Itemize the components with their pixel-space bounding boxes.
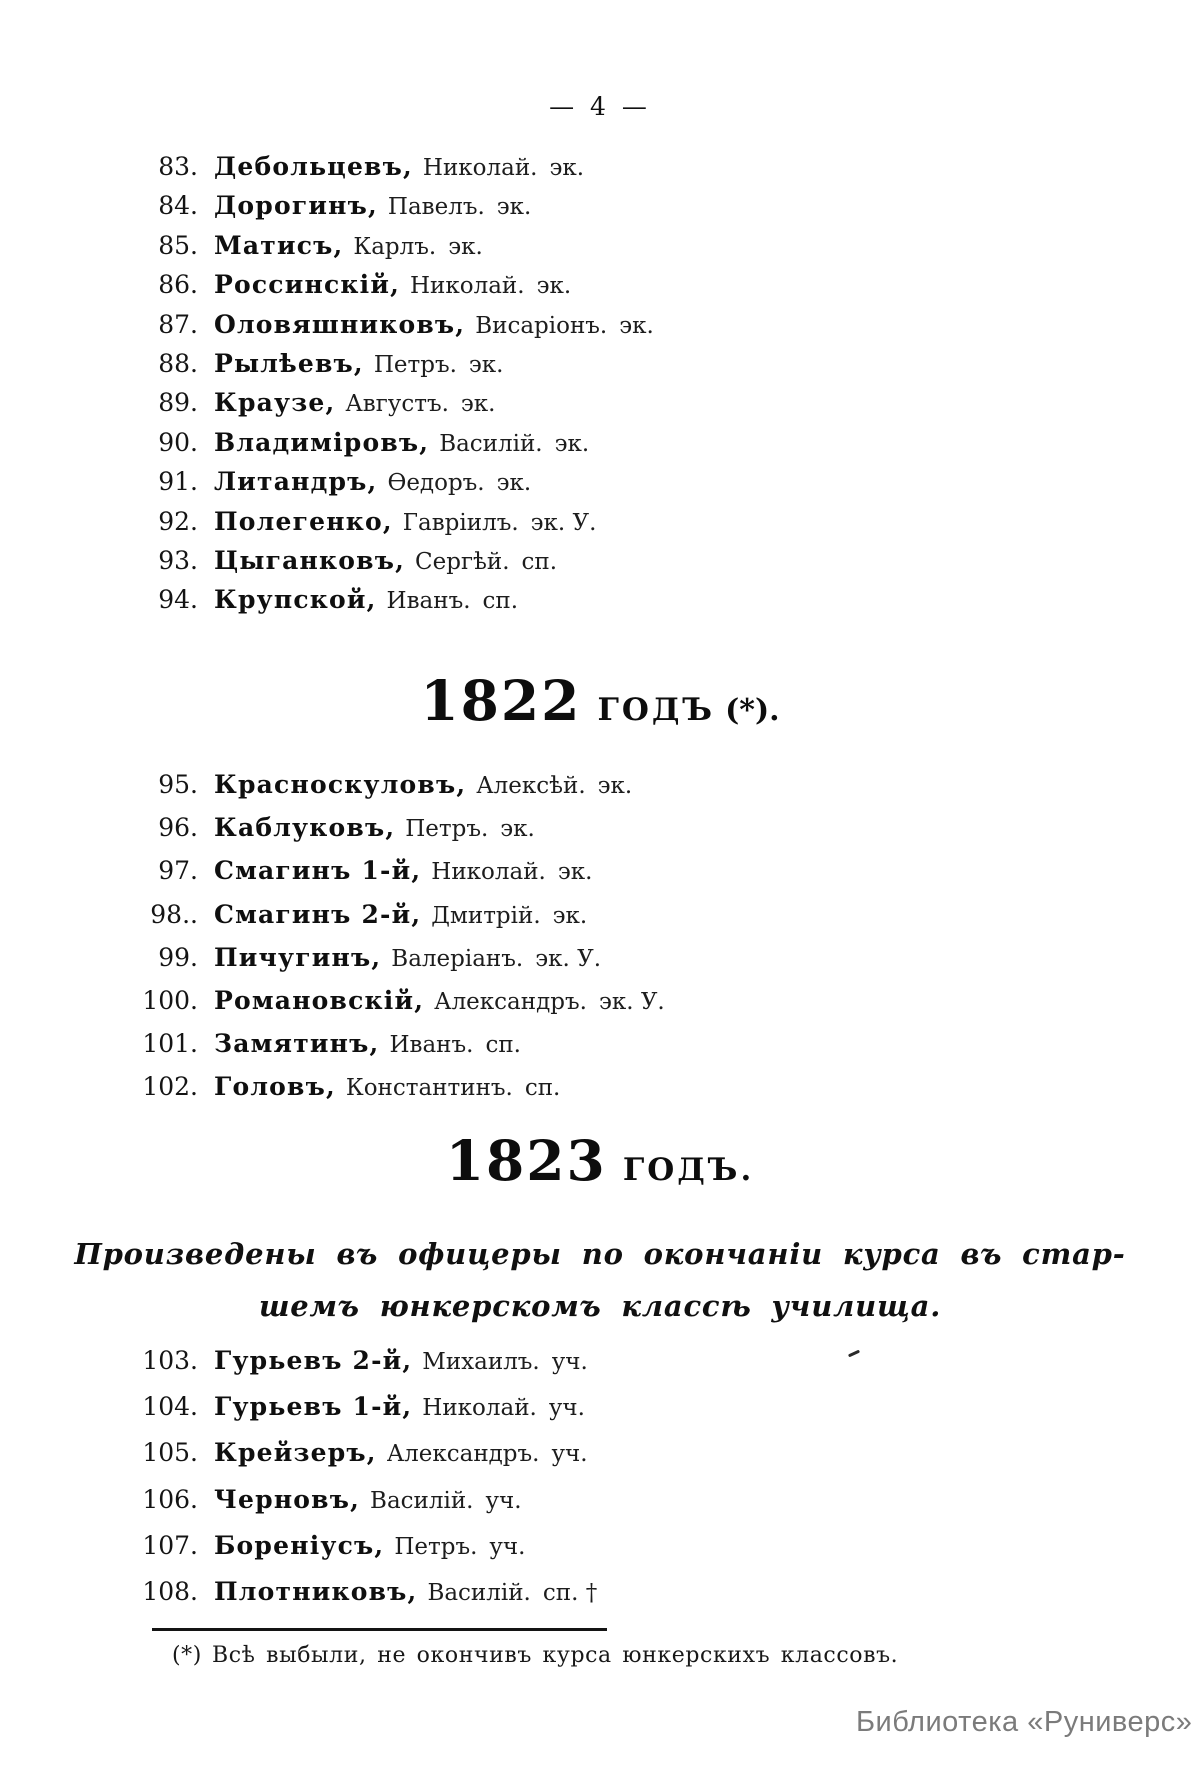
entry-status: эк.: [554, 430, 590, 457]
year-number: 1822: [420, 668, 582, 733]
entry-status: сп.: [521, 548, 558, 575]
entry-given-name: Августъ.: [345, 391, 449, 418]
entry-status: эк.: [549, 155, 585, 181]
entry-number: 85.: [158, 230, 198, 260]
library-watermark: Библиотека «Руниверс»: [856, 1706, 1193, 1738]
roster-1823: [110, 1346, 597, 1623]
entry-number: 88.: [158, 348, 198, 378]
roster-entry: [110, 388, 654, 427]
roster-entry: [110, 813, 665, 856]
roster-entry: [110, 231, 654, 270]
footnote-divider: [152, 1628, 607, 1631]
entry-surname: Смагинъ 2-й,: [214, 899, 422, 929]
entry-status: эк.: [496, 470, 532, 497]
entry-given-name: Николай.: [409, 273, 525, 300]
entry-number: 94.: [158, 585, 198, 615]
entry-surname: Бореніусъ,: [214, 1530, 385, 1560]
entry-surname: Цыганковъ,: [214, 545, 406, 575]
footnote-text: Всѣ выбыли, не окончивъ курса юнкерскихъ классовъ.: [211, 1643, 899, 1668]
entry-given-name: Иванъ.: [389, 1032, 474, 1059]
entry-number: 84.: [158, 191, 198, 221]
entry-given-name: Михаилъ.: [422, 1349, 540, 1375]
entry-status: эк.: [552, 902, 588, 929]
entry-given-name: Валеріанъ.: [391, 945, 524, 972]
entry-given-name: Николай.: [422, 1395, 537, 1422]
entry-number: 99.: [158, 942, 198, 972]
entry-surname: Плотниковъ,: [214, 1576, 418, 1606]
section-subheading: [0, 1228, 1200, 1332]
entry-number: 87.: [158, 309, 198, 339]
entry-status: эк. У.: [530, 509, 597, 536]
entry-status: эк.: [460, 391, 496, 418]
entry-given-name: Константинъ.: [345, 1075, 513, 1102]
roster-entry: [110, 856, 665, 899]
roster-entry: [110, 986, 665, 1029]
entry-number: 103.: [142, 1346, 198, 1375]
entry-status: эк.: [496, 194, 532, 221]
entry-surname: Россинскій,: [214, 270, 400, 300]
entry-given-name: Василій.: [439, 430, 543, 457]
page-number: — 4 —: [549, 92, 651, 121]
entry-status: уч.: [551, 1441, 588, 1468]
footnote: [172, 1643, 898, 1668]
entry-given-name: Николай.: [422, 155, 538, 181]
roster-entry: [110, 900, 665, 943]
entry-given-name: Николай.: [431, 859, 546, 886]
roster-entry: [110, 585, 654, 624]
year-heading-1822: [0, 668, 1200, 733]
year-word: ГОДЪ.: [622, 1152, 755, 1188]
entry-surname: Литандръ,: [214, 467, 378, 497]
entry-number: 97.: [158, 856, 198, 886]
roster-top: [110, 152, 654, 625]
entry-surname: Замятинъ,: [214, 1029, 380, 1059]
entry-given-name: Карлъ.: [353, 233, 437, 260]
entry-number: 86.: [158, 270, 198, 300]
year-word: ГОДЪ: [597, 692, 716, 728]
entry-status: сп.: [524, 1075, 561, 1102]
entry-number: 108.: [142, 1576, 198, 1606]
roster-entry: [110, 270, 654, 309]
entry-number: 106.: [142, 1484, 198, 1514]
roster-entry: [110, 1072, 665, 1115]
entry-given-name: Сергѣй.: [415, 548, 510, 575]
entry-number: 98..: [150, 899, 198, 929]
entry-number: 100.: [142, 985, 198, 1015]
entry-number: 90.: [158, 427, 198, 457]
roster-entry: [110, 507, 654, 546]
roster-entry: [110, 467, 654, 506]
entry-status: эк.: [468, 351, 504, 378]
roster-entry: [110, 1485, 597, 1531]
entry-status: эк.: [448, 233, 483, 260]
entry-given-name: Гавріилъ.: [402, 509, 519, 536]
entry-surname: Каблуковъ,: [214, 813, 396, 843]
roster-entry: [110, 1438, 597, 1484]
roster-entry: [110, 191, 654, 230]
entry-number: 107.: [142, 1530, 198, 1560]
entry-status: уч.: [485, 1487, 522, 1514]
entry-number: 95.: [158, 770, 198, 799]
roster-entry: [110, 546, 654, 585]
entry-given-name: Ѳедоръ.: [387, 470, 485, 497]
entry-status: сп.: [482, 588, 519, 615]
entry-surname: Полегенко,: [214, 506, 393, 536]
entry-number: 92.: [158, 506, 198, 536]
stray-mark: [848, 1350, 860, 1358]
entry-surname: Головъ,: [214, 1072, 336, 1102]
entry-surname: Гурьевъ 2-й,: [214, 1346, 413, 1375]
entry-surname: Владиміровъ,: [214, 427, 430, 457]
entry-status: эк.: [500, 816, 535, 843]
roster-entry: [110, 1531, 597, 1577]
entry-number: 101.: [142, 1029, 198, 1059]
entry-number: 93.: [158, 545, 198, 575]
entry-status: эк. У.: [598, 988, 665, 1015]
entry-surname: Дебольцевъ,: [214, 152, 413, 181]
entry-status: эк.: [557, 859, 593, 886]
roster-entry: [110, 349, 654, 388]
entry-status: эк.: [619, 312, 654, 339]
entry-given-name: Петръ.: [373, 351, 457, 378]
entry-given-name: Дмитрій.: [431, 902, 541, 929]
entry-given-name: Алексѣй.: [476, 773, 586, 799]
entry-given-name: Иванъ.: [386, 588, 471, 615]
roster-entry: [110, 1029, 665, 1072]
entry-number: 91.: [158, 467, 198, 497]
subheading-line-2: шемъ юнкерскомъ классѣ училища.: [258, 1289, 942, 1323]
entry-surname: Черновъ,: [214, 1484, 361, 1514]
entry-surname: Оловяшниковъ,: [214, 309, 466, 339]
entry-status: эк. У.: [535, 945, 602, 972]
roster-entry: [110, 943, 665, 986]
footnote-reference: (*).: [725, 693, 780, 728]
entry-status: сп. †: [542, 1579, 598, 1606]
entry-number: 89.: [158, 388, 198, 418]
subheading-line-1: Произведены въ офицеры по окончаніи курса въ стар-: [74, 1237, 1126, 1271]
entry-status: уч.: [548, 1395, 585, 1422]
entry-surname: Крейзеръ,: [214, 1438, 377, 1468]
entry-surname: Романовскій,: [214, 985, 425, 1015]
entry-surname: Матисъ,: [214, 230, 344, 260]
roster-entry: [110, 152, 654, 191]
entry-surname: Крупской,: [214, 585, 377, 615]
roster-1822: [110, 770, 665, 1116]
entry-surname: Гурьевъ 1-й,: [214, 1392, 413, 1422]
entry-given-name: Василій.: [427, 1579, 531, 1606]
roster-entry: [110, 770, 665, 813]
entry-number: 96.: [158, 813, 198, 843]
entry-status: эк.: [597, 773, 633, 799]
entry-status: эк.: [536, 273, 572, 300]
year-number: 1823: [445, 1128, 607, 1193]
entry-given-name: Висаріонъ.: [475, 312, 608, 339]
entry-number: 83.: [158, 152, 198, 181]
roster-entry: [110, 310, 654, 349]
entry-given-name: Петръ.: [405, 816, 489, 843]
entry-surname: Смагинъ 1-й,: [214, 856, 422, 886]
entry-surname: Красноскуловъ,: [214, 770, 467, 799]
entry-status: уч.: [551, 1349, 588, 1375]
entry-status: уч.: [489, 1533, 526, 1560]
entry-number: 105.: [142, 1438, 198, 1468]
entry-status: сп.: [485, 1032, 521, 1059]
entry-given-name: Александръ.: [386, 1441, 540, 1468]
entry-surname: Пичугинъ,: [214, 942, 382, 972]
entry-given-name: Павелъ.: [387, 194, 485, 221]
entry-surname: Рылѣевъ,: [214, 348, 364, 378]
entry-number: 102.: [142, 1072, 198, 1102]
entry-surname: Дорогинъ,: [214, 191, 378, 221]
entry-number: 104.: [142, 1392, 198, 1422]
entry-given-name: Василій.: [370, 1487, 474, 1514]
entry-given-name: Петръ.: [394, 1533, 478, 1560]
footnote-marker: (*): [172, 1643, 202, 1668]
year-heading-1823: [0, 1128, 1200, 1193]
entry-surname: Краузе,: [214, 388, 336, 418]
roster-entry: [110, 1392, 597, 1438]
roster-entry: [110, 1346, 597, 1392]
roster-entry: [110, 1577, 597, 1623]
roster-entry: [110, 428, 654, 467]
entry-given-name: Александръ.: [434, 988, 587, 1015]
